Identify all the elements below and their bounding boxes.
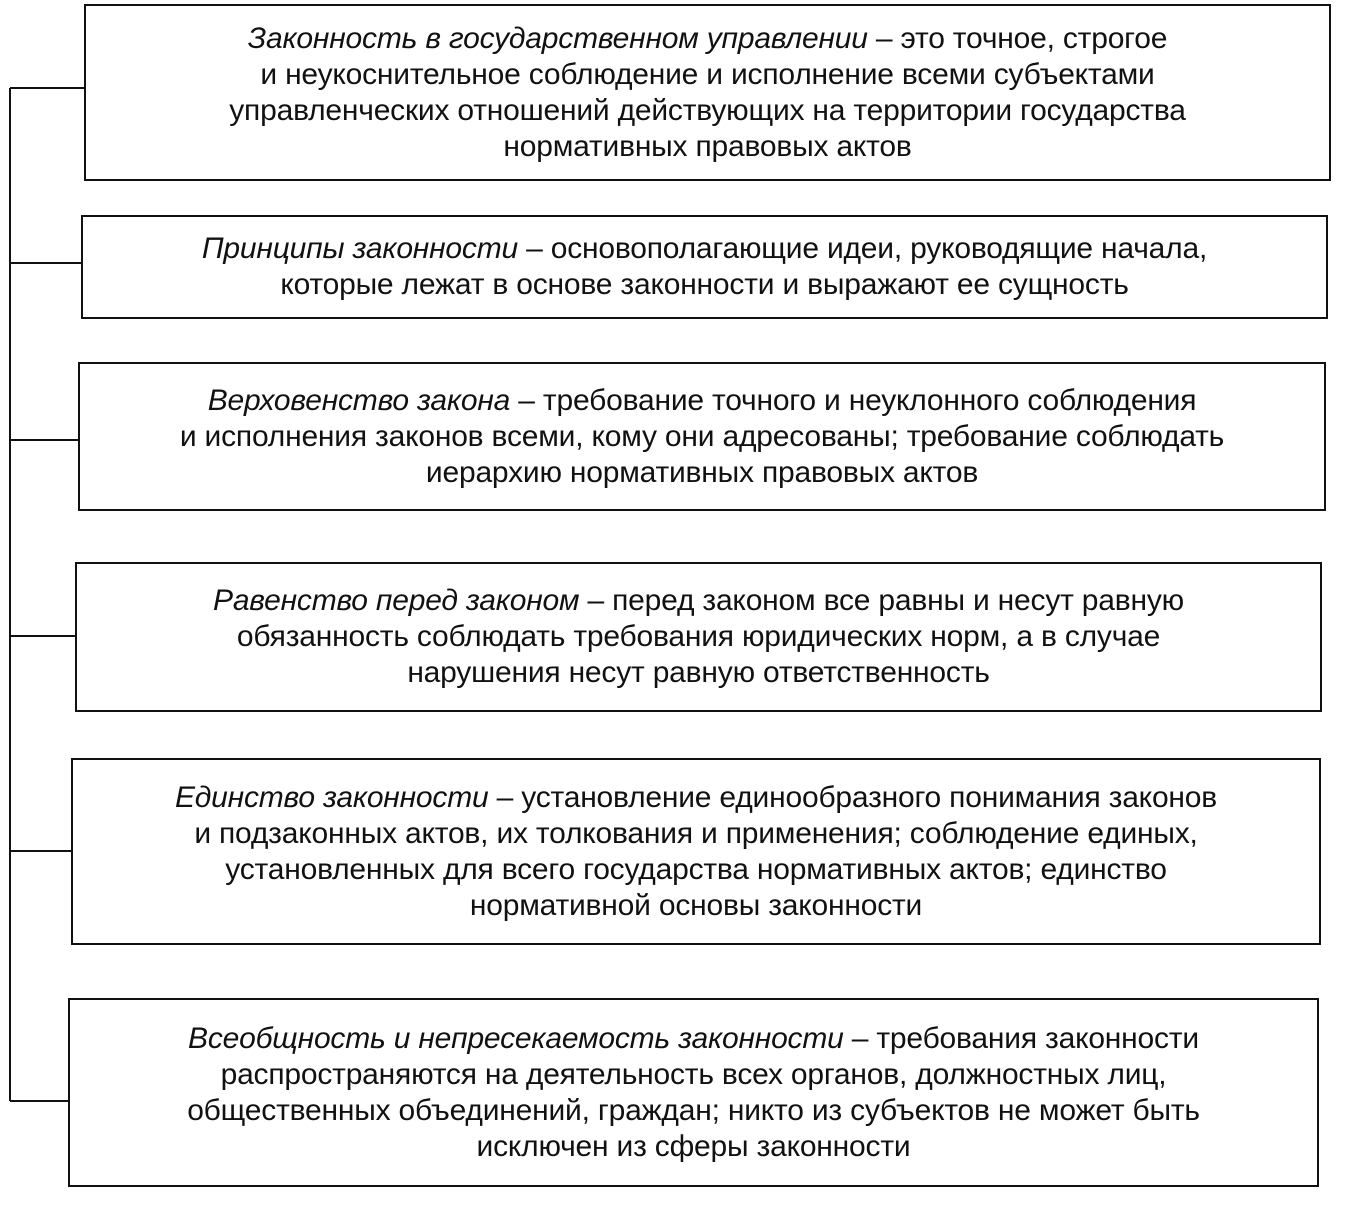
box-term: Принципы законности bbox=[201, 232, 518, 265]
box-line-first bbox=[248, 21, 1167, 57]
box-line: обязанность соблюдать требования юридических норм, а в случае bbox=[236, 620, 1161, 653]
box-line-first bbox=[175, 780, 1217, 816]
box-term-continuation: – основополагающие идеи, руководящие начала, bbox=[517, 232, 1208, 265]
box-term: Всеобщность и непресекаемость законности bbox=[188, 1021, 844, 1055]
box-line: управленческих отношений действующих на территории государства bbox=[229, 93, 1186, 127]
box-term-continuation: – перед законом все равны и несут равную bbox=[579, 584, 1184, 617]
definition-box-supremacy-of-law bbox=[78, 362, 1326, 511]
box-line-first bbox=[202, 231, 1207, 267]
definition-box-universality bbox=[68, 998, 1319, 1187]
box-term-continuation: – установление единообразного понимания законов bbox=[488, 780, 1218, 814]
box-term-continuation: – это точное, строгое bbox=[867, 21, 1168, 55]
box-line: распространяются на деятельность всех органов, должностных лиц, bbox=[220, 1057, 1167, 1091]
box-term: Равенство перед законом bbox=[213, 584, 580, 617]
box-line: нормативной основы законности bbox=[469, 888, 923, 922]
box-line: исключен из сферы законности bbox=[476, 1129, 911, 1163]
box-line-first bbox=[213, 583, 1184, 619]
box-line: которые лежат в основе законности и выражают ее сущность bbox=[280, 268, 1129, 301]
definition-box-equality bbox=[75, 562, 1322, 712]
box-line-first bbox=[208, 383, 1197, 419]
definition-box-unity bbox=[71, 758, 1321, 945]
box-term: Законность в государственном управлении bbox=[247, 21, 868, 55]
box-line: иерархию нормативных правовых актов bbox=[425, 455, 979, 489]
box-term-continuation: – требования законности bbox=[843, 1021, 1199, 1055]
definition-box-principles bbox=[81, 215, 1328, 319]
box-term: Верховенство закона bbox=[207, 383, 511, 417]
definition-box-legality bbox=[84, 4, 1331, 181]
box-line: и неукоснительное соблюдение и исполнение всеми субъектами bbox=[260, 57, 1155, 91]
box-term: Единство законности bbox=[174, 780, 489, 814]
box-line: и исполнения законов всеми, кому они адресованы; требование соблюдать bbox=[179, 419, 1225, 453]
box-line: установленных для всего государства нормативных актов; единство bbox=[225, 852, 1167, 886]
box-line: общественных объединений, граждан; никто из субъектов не может быть bbox=[187, 1093, 1200, 1127]
box-line: нарушения несут равную ответственность bbox=[407, 656, 990, 689]
box-line-first bbox=[188, 1021, 1199, 1057]
box-line: нормативных правовых актов bbox=[503, 129, 912, 163]
box-line: и подзаконных актов, их толкования и применения; соблюдение единых, bbox=[194, 816, 1198, 850]
box-term-continuation: – требование точного и неуклонного соблюдения bbox=[510, 383, 1197, 417]
